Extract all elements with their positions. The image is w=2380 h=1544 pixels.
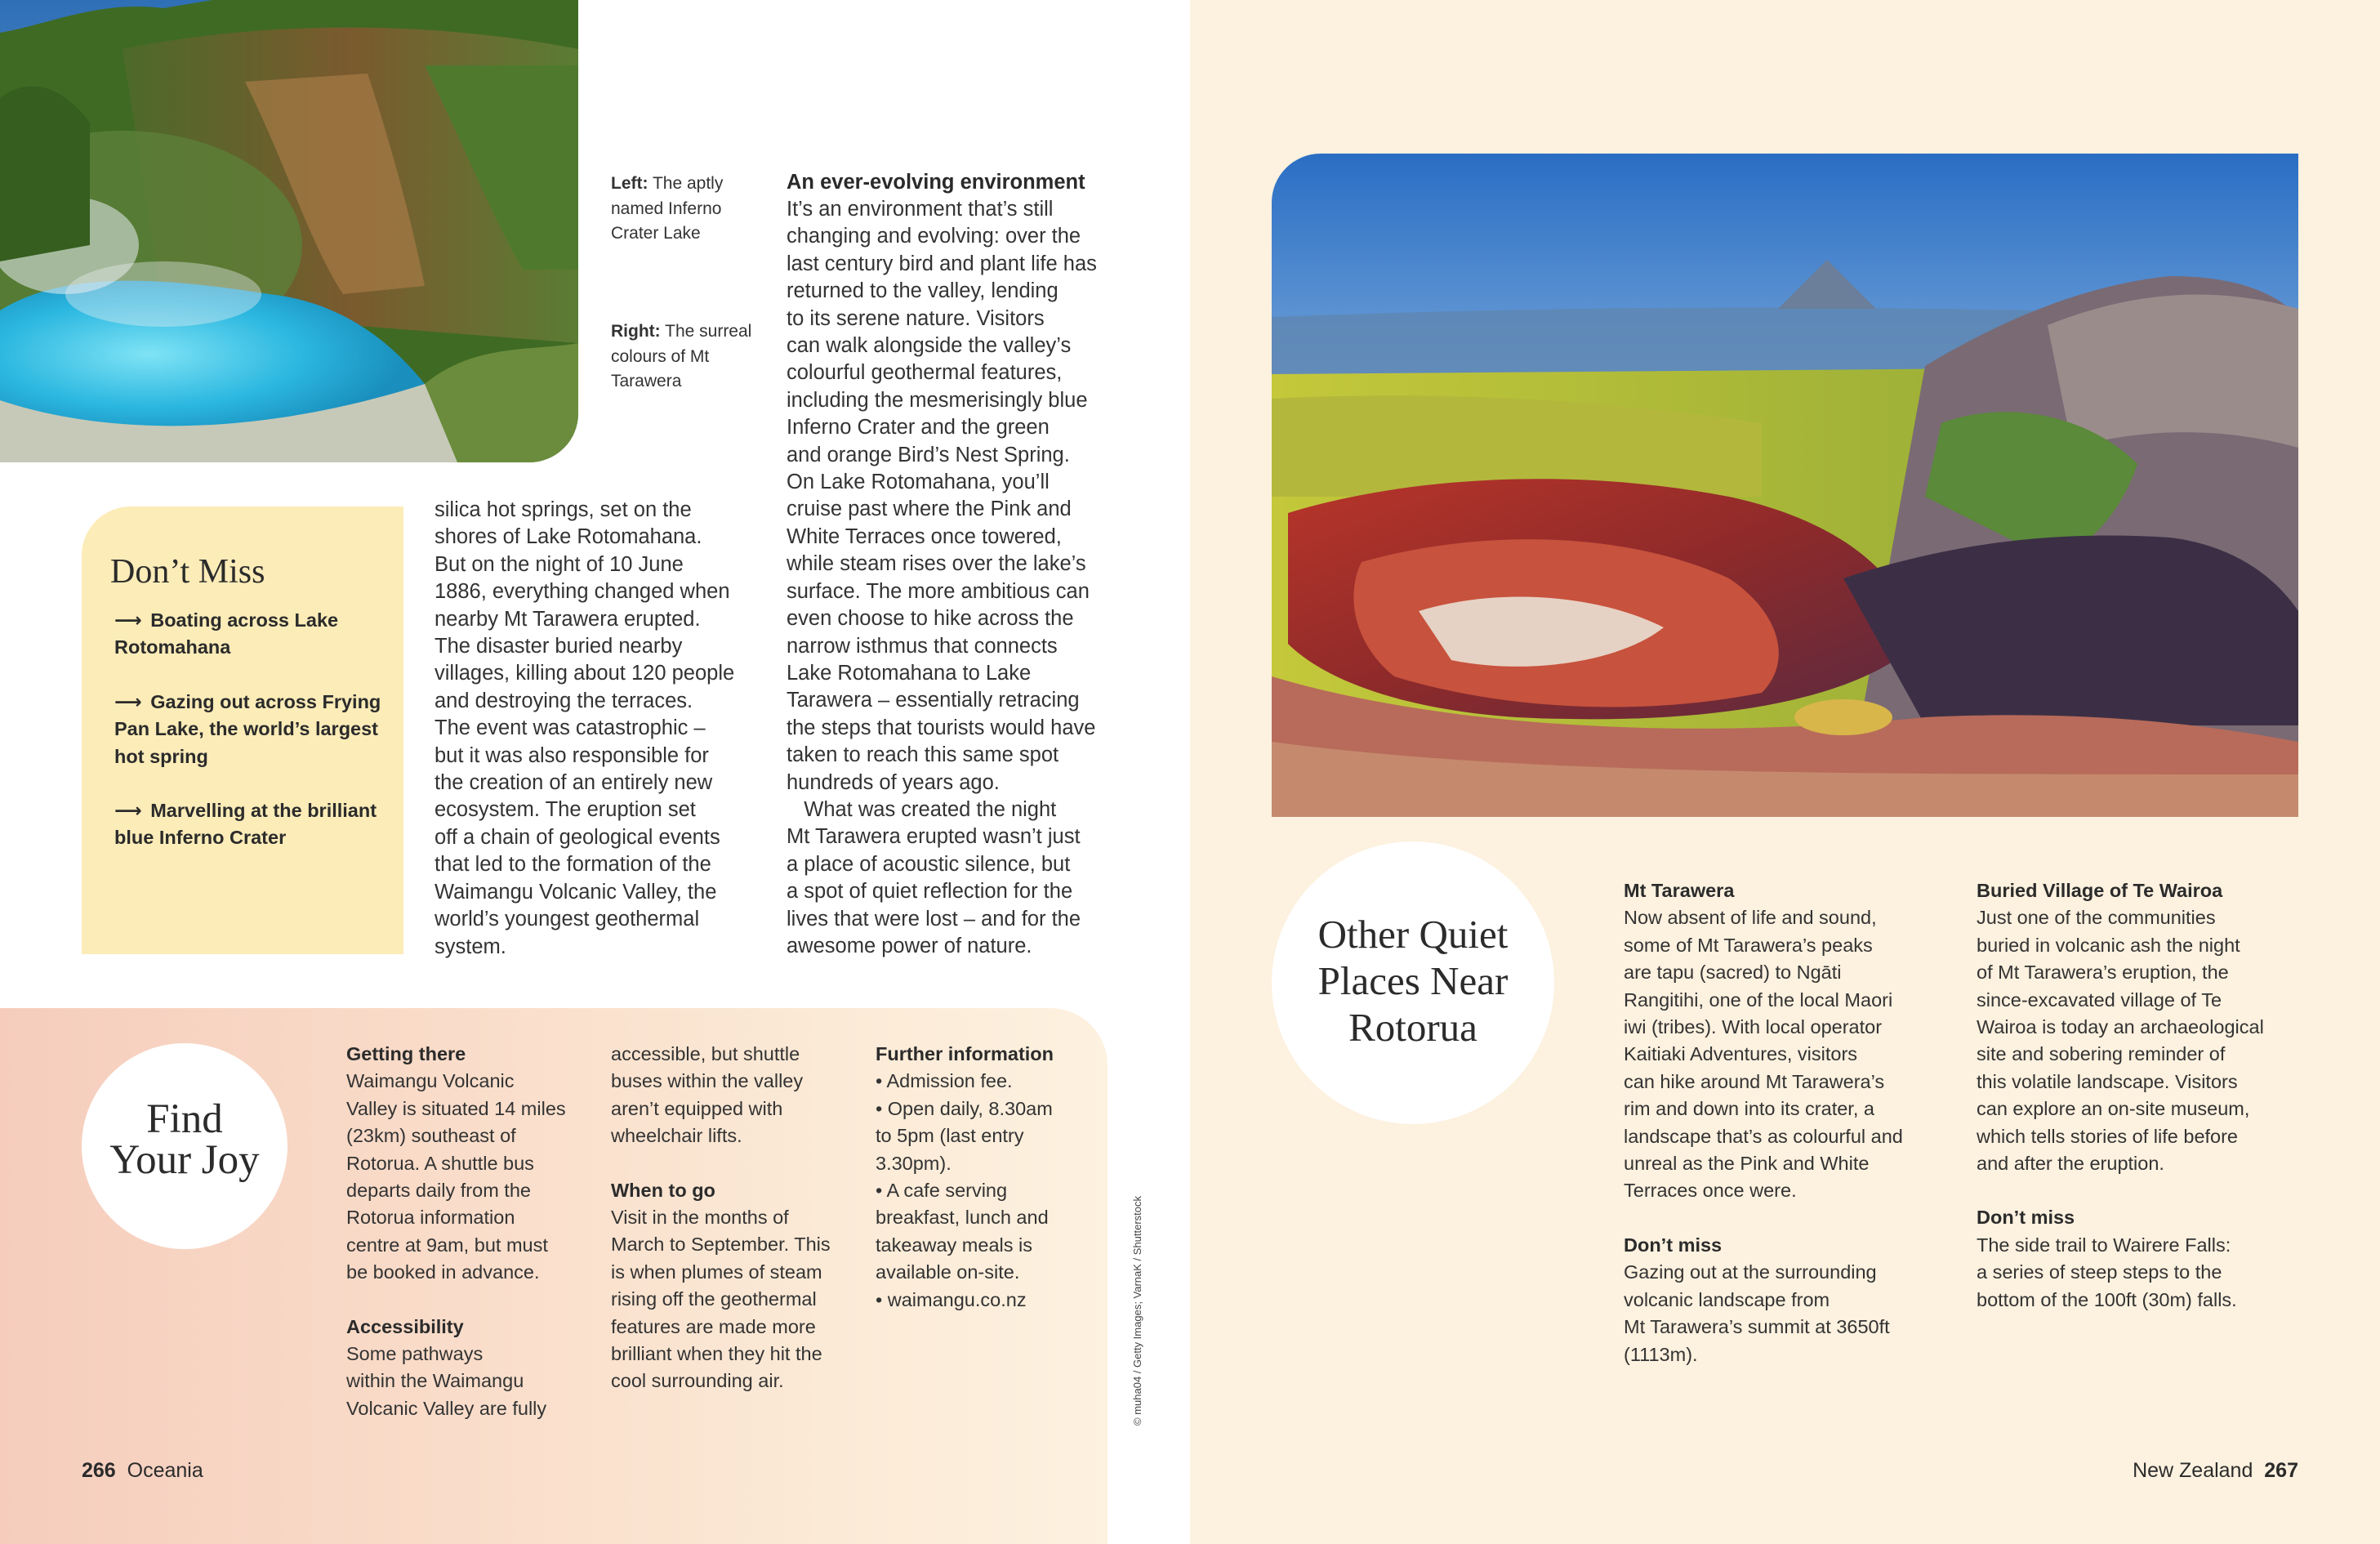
text-line: to its serene nature. Visitors xyxy=(787,306,1045,330)
text-line: But on the night of 10 June xyxy=(435,552,684,576)
text-line: iwi (tribes). With local operator xyxy=(1624,1016,1883,1038)
text-line: even choose to hike across the xyxy=(787,607,1074,631)
text-line: a series of steep steps to the xyxy=(1977,1261,2222,1283)
text-line: accessible, but shuttle xyxy=(611,1043,800,1064)
text-line: to 5pm (last entry xyxy=(876,1125,1024,1147)
text-line: Terraces once were. xyxy=(1624,1180,1797,1202)
text-line: taken to reach this same spot xyxy=(787,743,1059,767)
when-to-go-heading: When to go xyxy=(611,1179,715,1201)
text-line: Gazing out at the surrounding xyxy=(1624,1261,1877,1283)
text-line: It’s an environment that’s still xyxy=(787,198,1054,221)
text-line: • A cafe serving xyxy=(876,1180,1008,1202)
accessibility-text-continued xyxy=(611,1041,856,1150)
inferno-crater-lake-photo xyxy=(0,0,578,462)
text-line: silica hot springs, set on the xyxy=(435,498,692,521)
text-line: some of Mt Tarawera’s peaks xyxy=(1624,934,1873,956)
text-line: rim and down into its crater, a xyxy=(1624,1098,1874,1120)
buried-village-section xyxy=(1977,877,2320,1314)
mt-tarawera-text xyxy=(1624,904,1967,1204)
buried-village-dont-miss-heading: Don’t miss xyxy=(1977,1207,2075,1229)
section-name-right: New Zealand xyxy=(2133,1459,2253,1482)
text-line: be booked in advance. xyxy=(346,1261,540,1283)
folio-right xyxy=(2133,1459,2298,1483)
text-line: but it was also responsible for xyxy=(435,743,709,767)
text-line: Waimangu Volcanic xyxy=(346,1070,515,1092)
text-line: villages, killing about 120 people xyxy=(435,662,735,685)
text-line: Wairoa is today an archaeological xyxy=(1977,1016,2264,1038)
text-line: site and sobering reminder of xyxy=(1977,1043,2226,1065)
text-line: wheelchair lifts. xyxy=(611,1125,742,1147)
text-line: within the Waimangu xyxy=(346,1370,524,1392)
text-line: a spot of quiet reflection for the xyxy=(787,880,1073,904)
caption-right: Right: The surreal colours of Mt Tarawera xyxy=(611,322,752,390)
text-line: features are made more xyxy=(611,1315,816,1337)
text-line: and destroying the terraces. xyxy=(435,689,693,712)
text-line: 1886, everything changed when xyxy=(435,580,730,604)
text-line: • Open daily, 8.30am xyxy=(876,1097,1053,1119)
photo-credit: © muha04 / Getty Images; VarnaK / Shutterstock xyxy=(1131,1195,1143,1426)
text-line: lives that were lost – and for the xyxy=(787,907,1081,930)
text-line: Volcanic Valley are fully xyxy=(346,1397,547,1419)
text-line: aren’t equipped with xyxy=(611,1097,783,1119)
text-line: The side trail to Wairere Falls: xyxy=(1977,1234,2231,1256)
arrow-icon: ⟶ xyxy=(114,800,142,821)
text-line: cruise past where the Pink and xyxy=(787,498,1072,521)
text-line: Lake Rotomahana to Lake xyxy=(787,661,1032,685)
text-line: departs daily from the xyxy=(346,1180,531,1202)
text-line: What was created the night xyxy=(787,797,1057,821)
text-line: buried in volcanic ash the night xyxy=(1977,934,2240,956)
getting-there-text xyxy=(346,1068,583,1286)
text-line: that led to the formation of the xyxy=(435,853,711,877)
text-line: awesome power of nature. xyxy=(787,934,1032,957)
text-line: last century bird and plant life has xyxy=(787,252,1097,275)
text-line: can walk alongside the valley’s xyxy=(787,334,1072,358)
dont-miss-title: Don’t Miss xyxy=(110,553,265,591)
text-line: brilliant when they hit the xyxy=(611,1343,822,1365)
text-line: including the mesmerisingly blue xyxy=(787,388,1088,412)
text-line: breakfast, lunch and xyxy=(876,1207,1049,1229)
text-line: Rangitihi, one of the local Maori xyxy=(1624,988,1893,1011)
text-line: 3.30pm). xyxy=(876,1152,952,1174)
text-line: March to September. This xyxy=(611,1234,831,1256)
text-line: rising off the geothermal xyxy=(611,1288,817,1310)
mt-tarawera-dont-miss-text xyxy=(1624,1259,1967,1368)
text-line: Just one of the communities xyxy=(1977,907,2216,929)
dont-miss-item: ⟶ Gazing out across Frying Pan Lake, the world’s largest hot spring xyxy=(114,691,381,767)
page-number-right: 267 xyxy=(2264,1459,2298,1482)
text-line: • Admission fee. xyxy=(876,1070,1013,1092)
arrow-icon: ⟶ xyxy=(114,609,142,631)
text-line: unreal as the Pink and White xyxy=(1624,1153,1870,1175)
text-line: cool surrounding air. xyxy=(611,1370,784,1392)
mt-tarawera-photo xyxy=(1272,154,2298,817)
text-line: White Terraces once towered, xyxy=(787,524,1062,548)
text-line: Tarawera – essentially retracing xyxy=(787,689,1080,712)
text-line: off a chain of geological events xyxy=(435,825,720,849)
text-line: bottom of the 100ft (30m) falls. xyxy=(1977,1288,2237,1310)
further-info-section xyxy=(876,1041,1096,1314)
text-line: and orange Bird’s Nest Spring. xyxy=(787,443,1070,466)
text-line: since-excavated village of Te xyxy=(1977,988,2222,1011)
text-line: buses within the valley xyxy=(611,1070,804,1092)
text-line: which tells stories of life before xyxy=(1977,1125,2239,1147)
text-line: Some pathways xyxy=(346,1343,484,1365)
text-line: On Lake Rotomahana, you’ll xyxy=(787,471,1050,494)
text-line: nearby Mt Tarawera erupted. xyxy=(435,607,701,631)
getting-there-heading: Getting there xyxy=(346,1043,466,1064)
text-line: while steam rises over the lake’s xyxy=(787,552,1086,576)
text-line: is when plumes of steam xyxy=(611,1261,822,1283)
accessibility-text xyxy=(346,1341,583,1422)
page-number-left: 266 xyxy=(82,1459,116,1482)
further-info-text xyxy=(876,1068,1096,1314)
text-line: returned to the valley, lending xyxy=(787,279,1059,303)
text-line: Visit in the months of xyxy=(611,1207,789,1229)
text-line: Valley is situated 14 miles xyxy=(346,1097,566,1119)
text-line: Now absent of life and sound, xyxy=(1624,907,1877,929)
accessibility-when-section xyxy=(611,1041,856,1395)
getting-there-section xyxy=(346,1041,583,1422)
text-line: (23km) southeast of xyxy=(346,1125,516,1147)
find-your-joy-title: Find Your Joy xyxy=(109,1096,260,1183)
arrow-icon: ⟶ xyxy=(114,691,142,712)
dont-miss-item: ⟶ Marvelling at the brilliant blue Inferno Crater xyxy=(114,800,377,849)
text-line: Kaitiaki Adventures, visitors xyxy=(1624,1043,1858,1065)
text-line: shores of Lake Rotomahana. xyxy=(435,525,702,549)
text-line: changing and evolving: over the xyxy=(787,225,1081,248)
text-line: volcanic landscape from xyxy=(1624,1288,1830,1310)
text-line: the steps that tourists would have xyxy=(787,716,1096,739)
text-line: can explore an on-site museum, xyxy=(1977,1098,2250,1120)
main-text-column-1 xyxy=(435,497,761,961)
mt-tarawera-heading: Mt Tarawera xyxy=(1624,880,1735,901)
text-line: Mt Tarawera erupted wasn’t just xyxy=(787,825,1081,849)
when-to-go-text xyxy=(611,1204,856,1395)
section-heading-evolving-environment: An ever-evolving environment xyxy=(787,171,1085,194)
text-line: colourful geothermal features, xyxy=(787,361,1063,385)
text-line: of Mt Tarawera’s eruption, the xyxy=(1977,962,2229,984)
section-name-left: Oceania xyxy=(127,1459,203,1482)
folio-left xyxy=(82,1459,203,1483)
caption-left: Left: The aptly named Inferno Crater Lake xyxy=(611,174,724,243)
text-line: surface. The more ambitious can xyxy=(787,579,1090,603)
text-line: Inferno Crater and the green xyxy=(787,416,1050,440)
buried-village-heading: Buried Village of Te Wairoa xyxy=(1977,880,2223,901)
main-text-column-2 xyxy=(787,196,1130,960)
quiet-places-title: Other Quiet Places Near Rotorua xyxy=(1317,912,1509,1050)
text-line: The disaster buried nearby xyxy=(435,635,683,658)
text-line: Waimangu Volcanic Valley, the xyxy=(435,880,717,904)
text-line: takeaway meals is xyxy=(876,1234,1032,1256)
text-line: available on-site. xyxy=(876,1261,1020,1283)
text-line: Rotorua information xyxy=(346,1207,515,1229)
mt-tarawera-dont-miss-heading: Don’t miss xyxy=(1624,1234,1723,1256)
text-line: ecosystem. The eruption set xyxy=(435,798,696,822)
text-line: narrow isthmus that connects xyxy=(787,634,1058,658)
text-line: system. xyxy=(435,935,506,958)
text-line: hundreds of years ago. xyxy=(787,770,1000,794)
text-line: Rotorua. A shuttle bus xyxy=(346,1152,534,1174)
buried-village-dont-miss-text xyxy=(1977,1232,2320,1314)
text-line: (1113m). xyxy=(1624,1343,1698,1365)
further-info-heading: Further information xyxy=(876,1043,1054,1064)
text-line: the creation of an entirely new xyxy=(435,771,713,795)
accessibility-heading: Accessibility xyxy=(346,1315,464,1337)
text-line: are tapu (sacred) to Ngāti xyxy=(1624,962,1842,984)
dont-miss-item: ⟶ Boating across Lake Rotomahana xyxy=(114,609,339,658)
text-line: and after the eruption. xyxy=(1977,1153,2164,1175)
text-line: centre at 9am, but must xyxy=(346,1234,548,1256)
text-line: The event was catastrophic – xyxy=(435,716,706,740)
text-line: landscape that’s as colourful and xyxy=(1624,1125,1903,1147)
mt-tarawera-section xyxy=(1624,877,1967,1368)
text-line: Mt Tarawera’s summit at 3650ft xyxy=(1624,1316,1890,1338)
text-line: world’s youngest geothermal xyxy=(435,908,700,931)
buried-village-text xyxy=(1977,904,2320,1177)
text-line: a place of acoustic silence, but xyxy=(787,852,1071,876)
text-line: • waimangu.co.nz xyxy=(876,1288,1027,1310)
text-line: this volatile landscape. Visitors xyxy=(1977,1070,2238,1092)
text-line: can hike around Mt Tarawera’s xyxy=(1624,1070,1885,1092)
